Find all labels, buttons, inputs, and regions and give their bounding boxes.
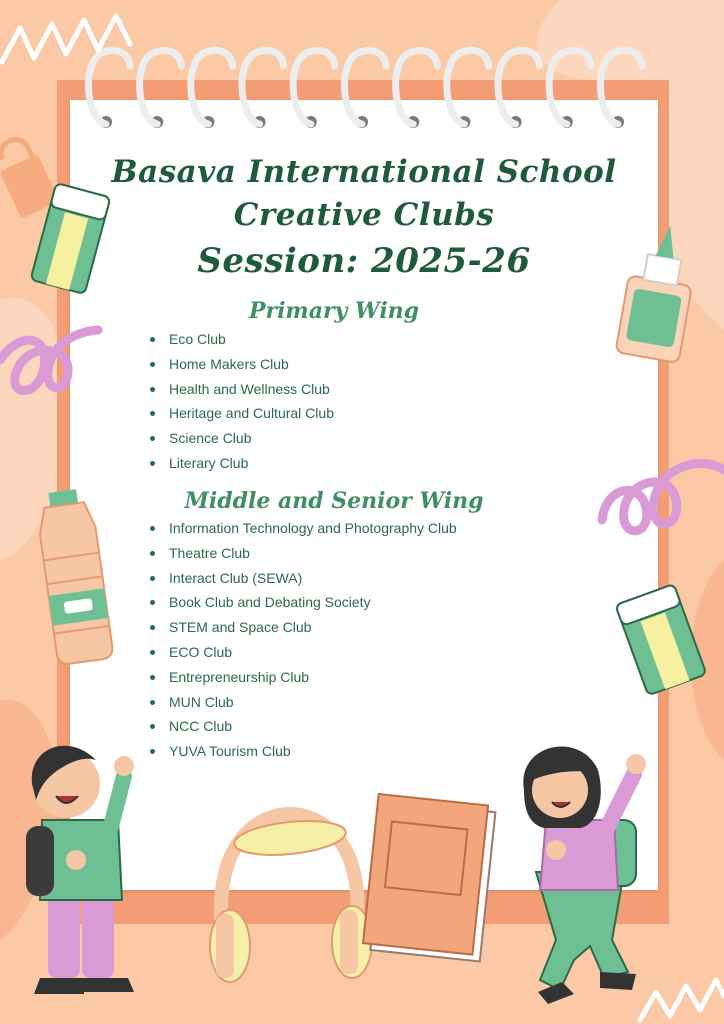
primary-club-list [147, 327, 334, 476]
list-item: Heritage and Cultural Club [147, 401, 334, 426]
list-item: STEM and Space Club [147, 615, 457, 640]
primary-wing-heading: Primary Wing [248, 298, 420, 324]
list-item: ECO Club [147, 640, 457, 665]
list-item: Entrepreneurship Club [147, 665, 457, 690]
middle-senior-wing-heading: Middle and Senior Wing [184, 488, 484, 514]
list-item: Science Club [147, 426, 334, 451]
list-item: Interact Club (SEWA) [147, 566, 457, 591]
clubs-title: Creative Clubs [233, 197, 495, 233]
school-name: Basava International School [111, 154, 617, 190]
list-item: Book Club and Debating Society [147, 590, 457, 615]
list-item: Health and Wellness Club [147, 377, 334, 402]
list-item: NCC Club [147, 714, 457, 739]
middle-senior-club-list [147, 516, 457, 764]
list-item: Home Makers Club [147, 352, 334, 377]
list-item: MUN Club [147, 690, 457, 715]
list-item: Eco Club [147, 327, 334, 352]
list-item: Theatre Club [147, 541, 457, 566]
list-item: YUVA Tourism Club [147, 739, 457, 764]
list-item: Literary Club [147, 451, 334, 476]
list-item: Information Technology and Photography Club [147, 516, 457, 541]
session-title: Session: 2025-26 [197, 241, 531, 281]
